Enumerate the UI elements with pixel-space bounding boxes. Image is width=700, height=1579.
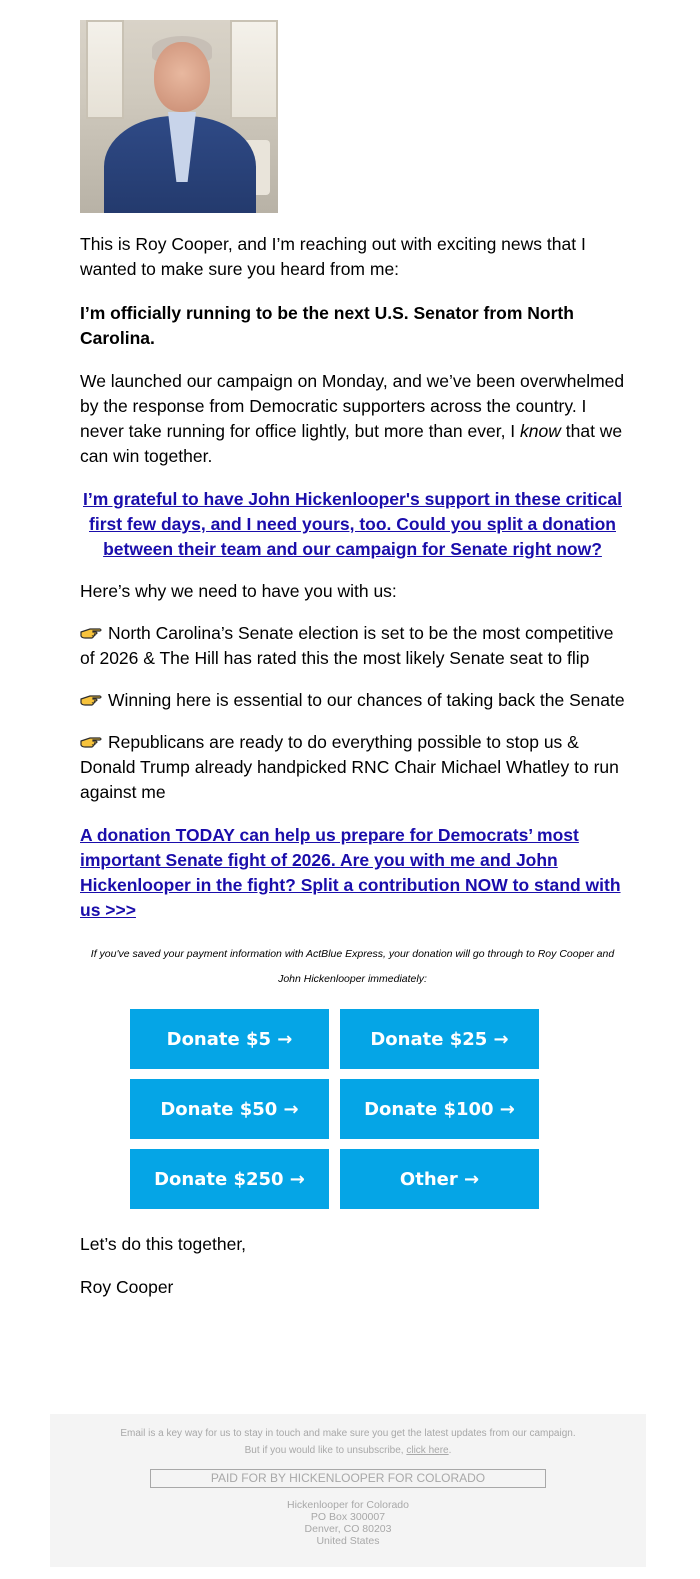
list-item: North Carolina’s Senate election is set to be the most competitive of 2026 & The Hill has rated this the most likely Senate seat to flip [80,623,614,668]
donate-100-button[interactable]: Donate $100 → [340,1079,539,1139]
why-text: Here’s why we need to have you with us: [80,581,397,601]
announcement-text: I’m officially running to be the next U.S. Senator from North Carolina. [80,303,574,348]
unsubscribe-link[interactable]: click here [406,1445,449,1456]
signature-text: Roy Cooper [80,1277,174,1297]
donate-25-button[interactable]: Donate $25 → [340,1009,539,1069]
donation-buttons [130,1009,540,1209]
donate-250-button[interactable]: Donate $250 → [130,1149,329,1209]
paid-for-disclaimer: PAID FOR BY HICKENLOOPER FOR COLORADO [150,1469,546,1488]
list-item: Winning here is essential to our chances of taking back the Senate [80,688,625,713]
email-footer [50,1414,646,1567]
emphasis-know: know [520,421,561,441]
closing-text: Let’s do this together, [80,1234,247,1254]
pointing-hand-icon [80,626,102,640]
mailing-address: Hickenlooper for Colorado PO Box 300007 Denver, CO 80203 United States [287,1499,409,1547]
pointing-hand-icon [80,735,102,749]
actblue-note: If you've saved your payment information with ActBlue Express, your donation will go through to Roy Cooper and John Hickenlooper immediately: [90,948,615,985]
donate-today-link[interactable]: A donation TODAY can help us prepare for Democrats’ most important Senate fight of 2026. Are you with me and John Hickenlooper in the fight? Split a contribution NOW to stand with us >>> [80,825,621,920]
list-item: Republicans are ready to do everything possible to stop us & Donald Trump already handpicked RNC Chair Michael Whatley to run against me [80,732,619,802]
donate-50-button[interactable]: Donate $50 → [130,1079,329,1139]
intro-text: This is Roy Cooper, and I’m reaching out with exciting news that I wanted to make sure you heard from me: [80,234,586,279]
donate-5-button[interactable]: Donate $5 → [130,1009,329,1069]
candidate-photo [80,20,278,213]
pointing-hand-icon [80,693,102,707]
split-donation-link[interactable]: I’m grateful to have John Hickenlooper's support in these critical first few days, and I need yours, too. Could you split a donation between their team and our campaign for Senate right now? [83,489,622,559]
footer-text: Email is a key way for us to stay in touch and make sure you get the latest updates from our campaign. But if you would like to unsubscribe, click here. [120,1428,576,1456]
email-body [80,20,625,1300]
launch-text: We launched our campaign on Monday, and we’ve been overwhelmed by the response from Democratic supporters across the country. I never take running for office lightly, but more than ever, I know that we can win together. [80,371,625,466]
donate-other-button[interactable]: Other → [340,1149,539,1209]
